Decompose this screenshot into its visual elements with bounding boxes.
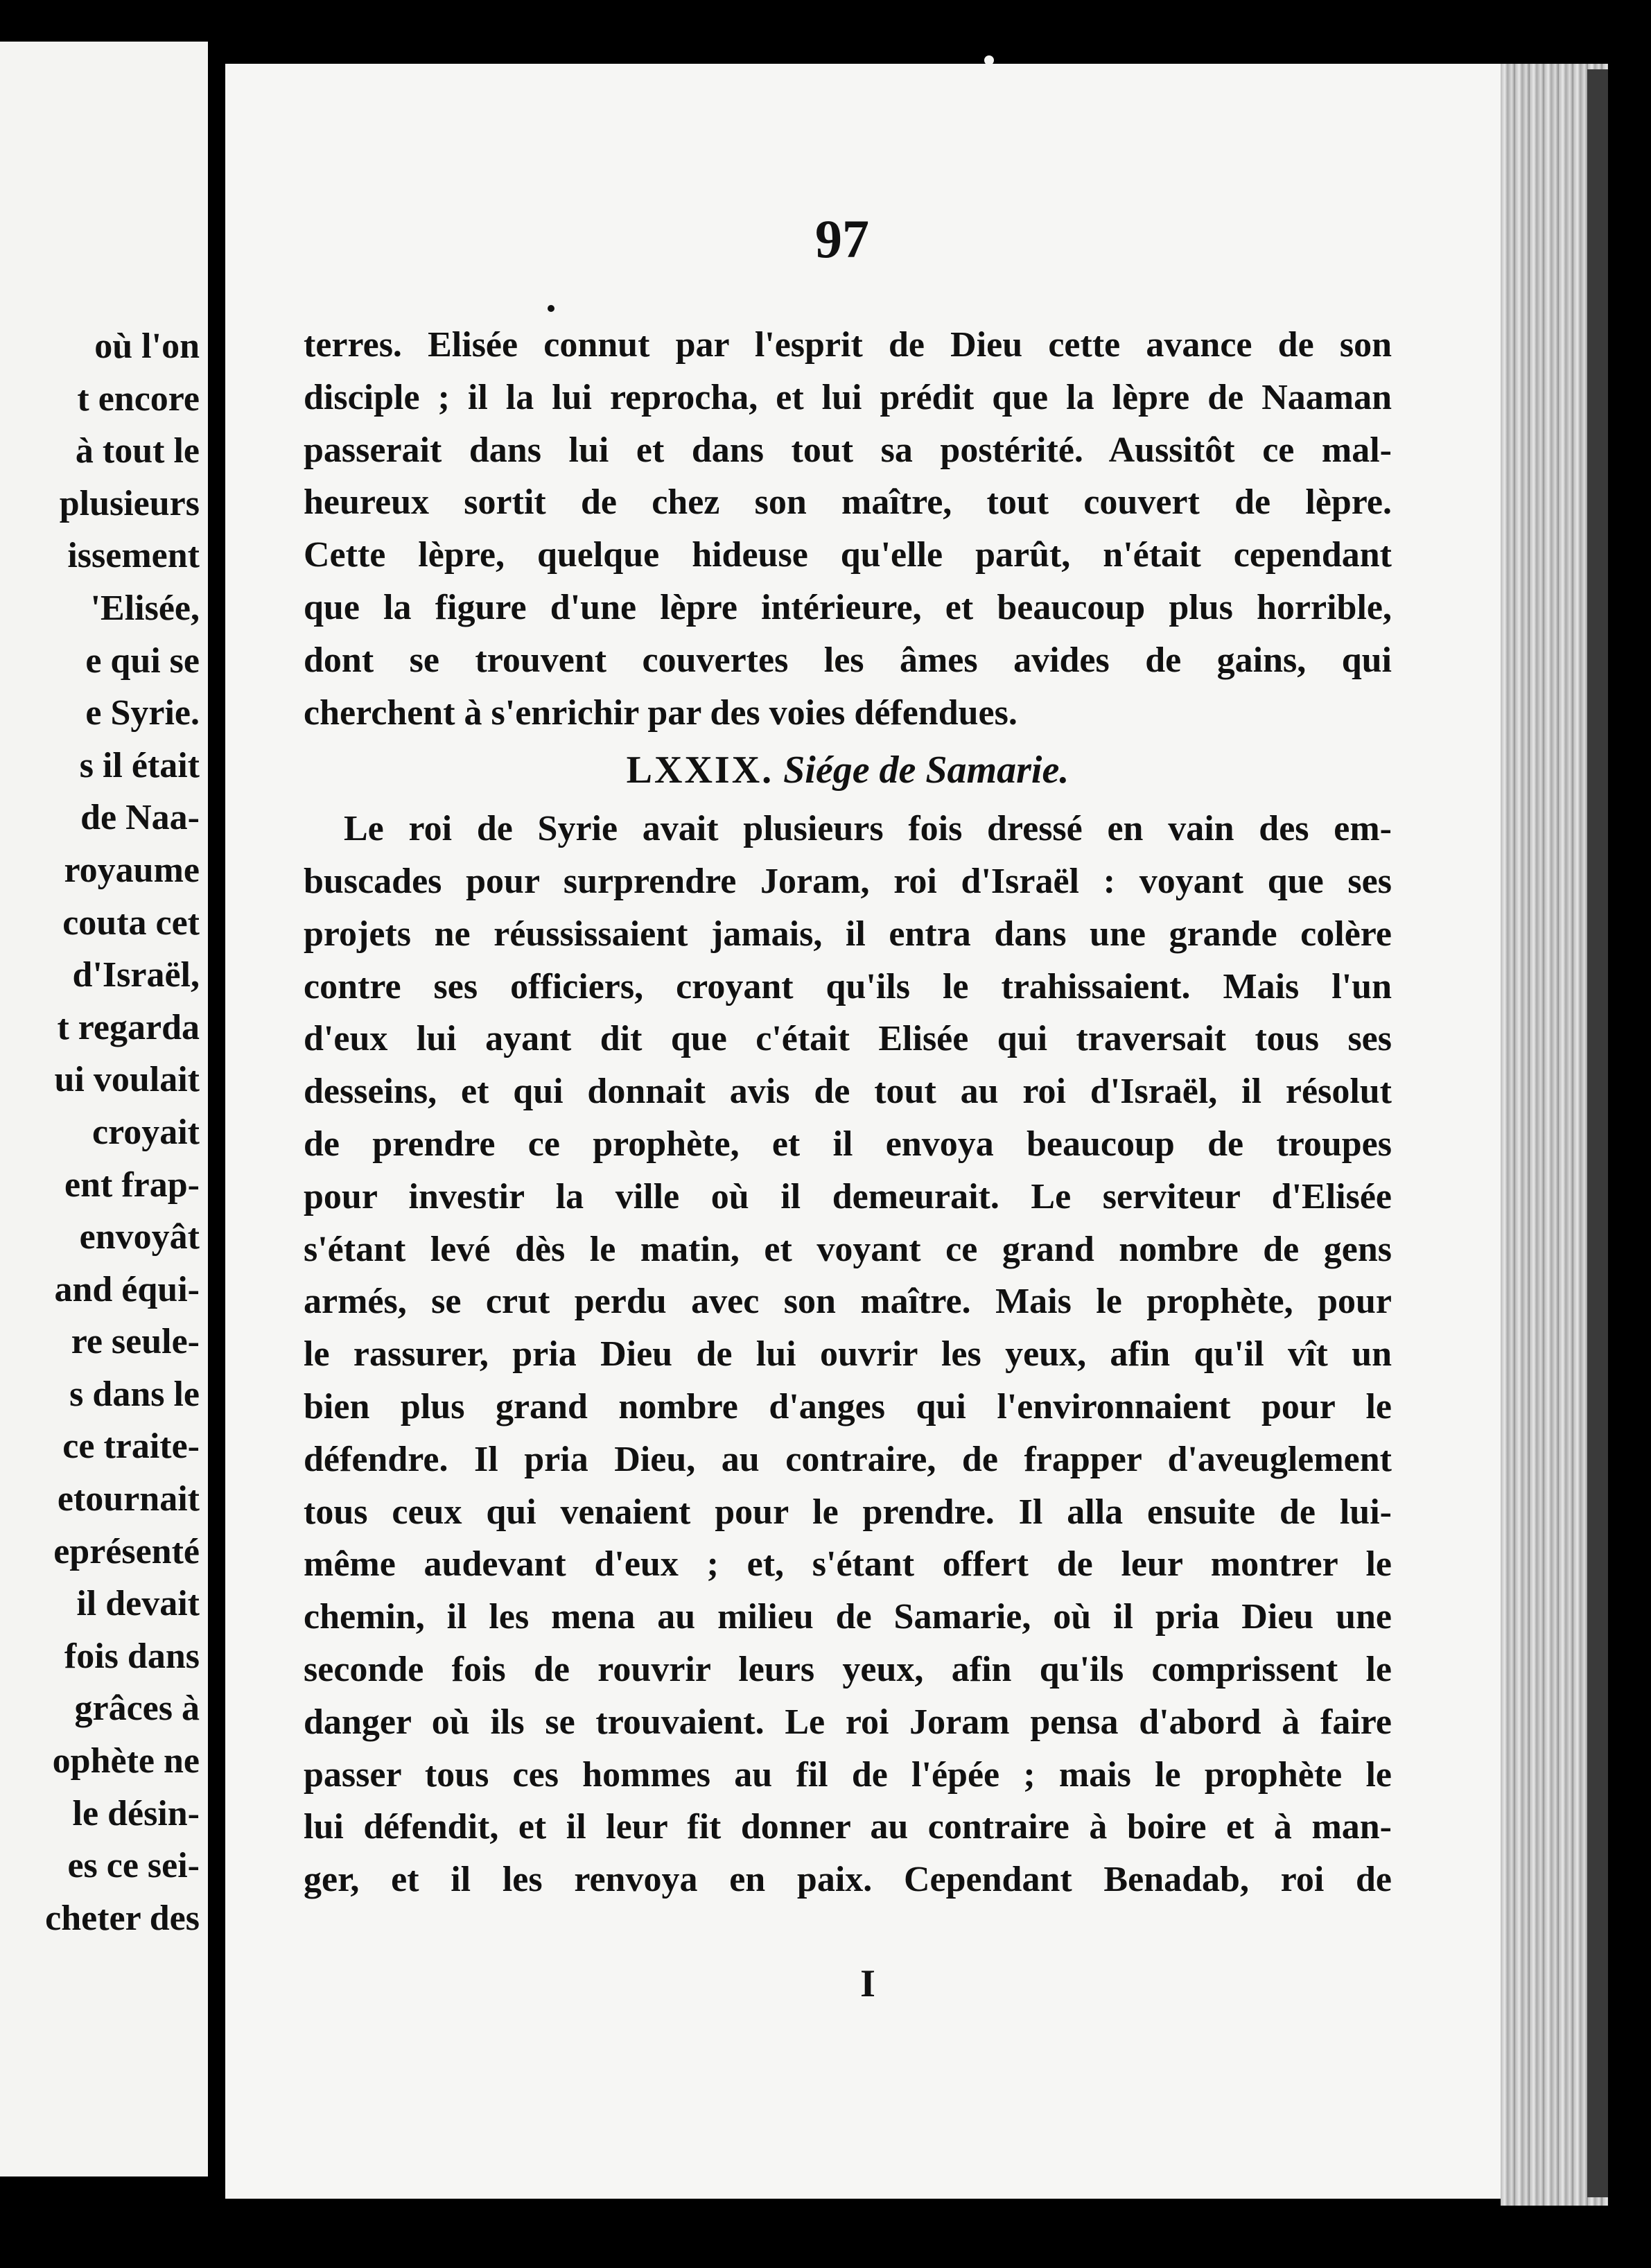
text-line: lui défendit, et il leur fit donner au contraire à boire et à man- (304, 1807, 1392, 1847)
text-line: défendre. Il pria Dieu, au contraire, de frapper d'aveuglement (304, 1439, 1392, 1479)
facing-page-line: fois dans (64, 1636, 200, 1676)
facing-page-line: ce traite- (62, 1427, 200, 1467)
facing-page-line: envoyât (79, 1217, 200, 1257)
section-heading (304, 744, 1392, 797)
text-line: pour investir la ville où il demeurait. Le serviteur d'Elisée (304, 1176, 1392, 1216)
facing-page-line: e qui se (85, 640, 200, 681)
text-line: passer tous ces hommes au fil de l'épée ; mais le prophète le (304, 1754, 1392, 1795)
text-line: même audevant d'eux ; et, s'étant offert de leur montrer le (304, 1544, 1392, 1585)
facing-page-line: and équi- (54, 1269, 200, 1309)
text-line: terres. Elisée connut par l'esprit de Dieu cette avance de son (304, 325, 1392, 365)
facing-page-line: cheter des (45, 1898, 200, 1938)
facing-page-line: es ce sei- (67, 1846, 200, 1886)
text-line: danger où ils se trouvaient. Le roi Joram pensa d'abord à faire (304, 1702, 1392, 1742)
text-line: Cette lèpre, quelque hideuse qu'elle parût, n'était cependant (304, 535, 1392, 575)
facing-page-line: où l'on (94, 326, 200, 366)
text-line: seconde fois de rouvrir leurs yeux, afin qu'ils comprissent le (304, 1649, 1392, 1689)
facing-page-line: ent frap- (64, 1164, 200, 1205)
section-title: Siége de Samarie. (783, 749, 1069, 792)
facing-page-line: t regarda (57, 1007, 200, 1047)
facing-page-line: s dans le (69, 1374, 200, 1414)
text-line: que la figure d'une lèpre intérieure, et beaucoup plus horrible, (304, 587, 1392, 627)
ink-speck (548, 305, 554, 312)
text-line: Le roi de Syrie avait plusieurs fois dressé en vain des em- (344, 809, 1392, 849)
text-line: passerait dans lui et dans tout sa postérité. Aussitôt ce mal- (304, 430, 1392, 470)
facing-page-line: le désin- (72, 1793, 200, 1833)
paper-nick (984, 55, 994, 65)
facing-page-line: t encore (77, 378, 200, 419)
facing-page-line: ophète ne (52, 1741, 200, 1781)
text-line: ger, et il les renvoya en paix. Cependant Benadab, roi de (304, 1860, 1392, 1900)
page-text (304, 319, 1392, 1906)
signature-mark: I (860, 1962, 875, 2005)
facing-page-line: de Naa- (80, 798, 200, 838)
facing-page-line: 'Elisée, (90, 588, 200, 628)
text-line: disciple ; il la lui reprocha, et lui prédit que la lèpre de Naaman (304, 377, 1392, 417)
text-line: armés, se crut perdu avec son maître. Mais le prophète, pour (304, 1282, 1392, 1322)
facing-page-text (0, 320, 200, 1944)
text-line: buscades pour surprendre Joram, roi d'Israël : voyant que ses (304, 861, 1392, 901)
text-line: le rassurer, pria Dieu de lui ouvrir les yeux, afin qu'il vît un (304, 1334, 1392, 1375)
text-line: bien plus grand nombre d'anges qui l'environnaient pour le (304, 1386, 1392, 1427)
facing-page-line: etournait (57, 1479, 200, 1519)
facing-page-line: ui voulait (54, 1060, 200, 1100)
facing-page-left (0, 42, 208, 2177)
text-line: de prendre ce prophète, et il envoya beaucoup de troupes (304, 1124, 1392, 1164)
facing-page-line: issement (67, 536, 200, 576)
paragraph-1 (304, 319, 1392, 739)
text-line: d'eux lui ayant dit que c'était Elisée qui traversait tous ses (304, 1019, 1392, 1059)
facing-page-line: croyait (92, 1112, 200, 1152)
text-line: contre ses officiers, croyant qu'ils le trahissaient. Mais l'un (304, 966, 1392, 1006)
facing-page-line: il devait (76, 1584, 200, 1624)
text-line: desseins, et qui donnait avis de tout au roi d'Israël, il résolut (304, 1072, 1392, 1112)
facing-page-line: à tout le (75, 431, 200, 471)
facing-page-line: e Syrie. (85, 693, 200, 733)
text-line: heureux sortit de chez son maître, tout couvert de lèpre. (304, 482, 1392, 523)
text-line: tous ceux qui venaient pour le prendre. Il alla ensuite de lui- (304, 1492, 1392, 1532)
facing-page-line: couta cet (62, 902, 200, 943)
facing-page-line: eprésenté (53, 1531, 200, 1571)
text-line: chemin, il les mena au milieu de Samarie, où il pria Dieu une (304, 1597, 1392, 1637)
paragraph-2 (304, 803, 1392, 1906)
section-number: LXXIX. (626, 749, 774, 792)
facing-page-line: plusieurs (59, 483, 200, 523)
text-line: s'étant levé dès le matin, et voyant ce grand nombre de gens (304, 1229, 1392, 1269)
text-line: projets ne réussissaient jamais, il entra dans une grande colère (304, 914, 1392, 954)
facing-page-line: d'Israël, (72, 955, 200, 995)
facing-page-line: grâces à (74, 1689, 200, 1729)
facing-page-line: s il était (79, 745, 200, 785)
page-edge-shadow (1587, 69, 1608, 2197)
page-number: 97 (815, 209, 869, 269)
facing-page-line: re seule- (71, 1322, 200, 1362)
text-line: dont se trouvent couvertes les âmes avides de gains, qui (304, 640, 1392, 680)
facing-page-line: royaume (64, 850, 200, 890)
text-line: cherchent à s'enrichir par des voies défendues. (304, 692, 1017, 733)
